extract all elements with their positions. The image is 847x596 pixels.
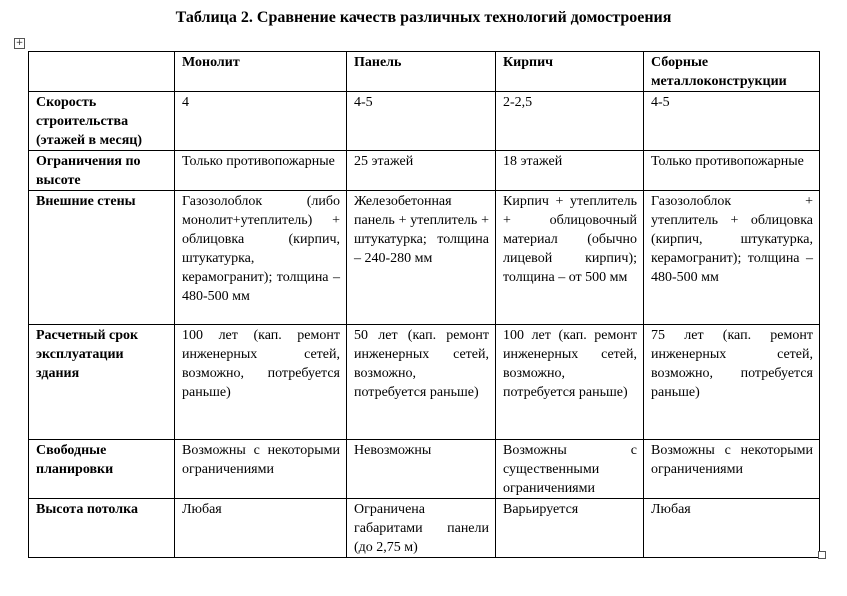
- table-row: [29, 325, 820, 440]
- table-cell[interactable]: 25 этажей: [347, 151, 496, 191]
- table-cell[interactable]: Газозолоблок + утеплитель + облицовка (кирпич, штукатурка, керамогранит); толщина – 480-500 мм: [644, 191, 820, 325]
- table-cell[interactable]: Железобетонная панель + утеплитель + штукатурка; толщина – 240-280 мм: [347, 191, 496, 325]
- table-cell[interactable]: Любая: [175, 499, 347, 558]
- table-cell[interactable]: Только противопожарные: [644, 151, 820, 191]
- table-row: [29, 151, 820, 191]
- table-row: [29, 499, 820, 558]
- row-label[interactable]: Свободные планировки: [29, 440, 175, 499]
- table-cell[interactable]: 75 лет (кап. ремонт инженерных сетей, возможно, потребуется раньше): [644, 325, 820, 440]
- table-cell[interactable]: Кирпич + утеплитель + облицовочный материал (обычно лицевой кирпич); толщина – от 500 мм: [496, 191, 644, 325]
- table-cell[interactable]: Только противопожарные: [175, 151, 347, 191]
- table-cell[interactable]: 2-2,5: [496, 92, 644, 151]
- table-cell[interactable]: Возможны с существенными ограничениями: [496, 440, 644, 499]
- row-label[interactable]: Внешние стены: [29, 191, 175, 325]
- header-cell-brick[interactable]: Кирпич: [496, 52, 644, 92]
- comparison-table: [28, 51, 820, 558]
- header-cell-steel-frame[interactable]: Сборные металлоконструкции: [644, 52, 820, 92]
- table-cell[interactable]: Ограничена габаритами панели (до 2,75 м): [347, 499, 496, 558]
- header-cell-empty[interactable]: [29, 52, 175, 92]
- table-row: [29, 92, 820, 151]
- table-cell[interactable]: Возможны с некоторыми ограничениями: [644, 440, 820, 499]
- table-move-handle-icon[interactable]: +: [15, 38, 24, 48]
- header-cell-panel[interactable]: Панель: [347, 52, 496, 92]
- table-caption: Таблица 2. Сравнение качеств различных технологий домостроения: [175, 9, 672, 26]
- table-cell[interactable]: 4-5: [347, 92, 496, 151]
- table-cell[interactable]: 4: [175, 92, 347, 151]
- table-row: [29, 440, 820, 499]
- table-row: [29, 191, 820, 325]
- header-row: [29, 52, 820, 92]
- row-label[interactable]: Ограничения по высоте: [29, 151, 175, 191]
- row-label[interactable]: Расчетный срок эксплуатации здания: [29, 325, 175, 440]
- table-cell[interactable]: Варьируется: [496, 499, 644, 558]
- table-cell[interactable]: 100 лет (кап. ремонт инженерных сетей, возможно, потребуется раньше): [496, 325, 644, 440]
- table-cell[interactable]: Возможны с некоторыми ограничениями: [175, 440, 347, 499]
- row-label[interactable]: Скорость строительства (этажей в месяц): [29, 92, 175, 151]
- table-cell[interactable]: 4-5: [644, 92, 820, 151]
- table-cell[interactable]: 18 этажей: [496, 151, 644, 191]
- table-cell[interactable]: 50 лет (кап. ремонт инженерных сетей, возможно, потребуется раньше): [347, 325, 496, 440]
- row-label[interactable]: Высота потолка: [29, 499, 175, 558]
- header-cell-monolith[interactable]: Монолит: [175, 52, 347, 92]
- table-cell[interactable]: Газозолоблок (либо монолит+утеплитель) + облицовка (кирпич, штукатурка, керамогранит); толщина – 480-500 мм: [175, 191, 347, 325]
- table-cell[interactable]: 100 лет (кап. ремонт инженерных сетей, возможно, потребуется раньше): [175, 325, 347, 440]
- table-resize-handle[interactable]: [818, 551, 826, 559]
- table-cell[interactable]: Любая: [644, 499, 820, 558]
- table-cell[interactable]: Невозможны: [347, 440, 496, 499]
